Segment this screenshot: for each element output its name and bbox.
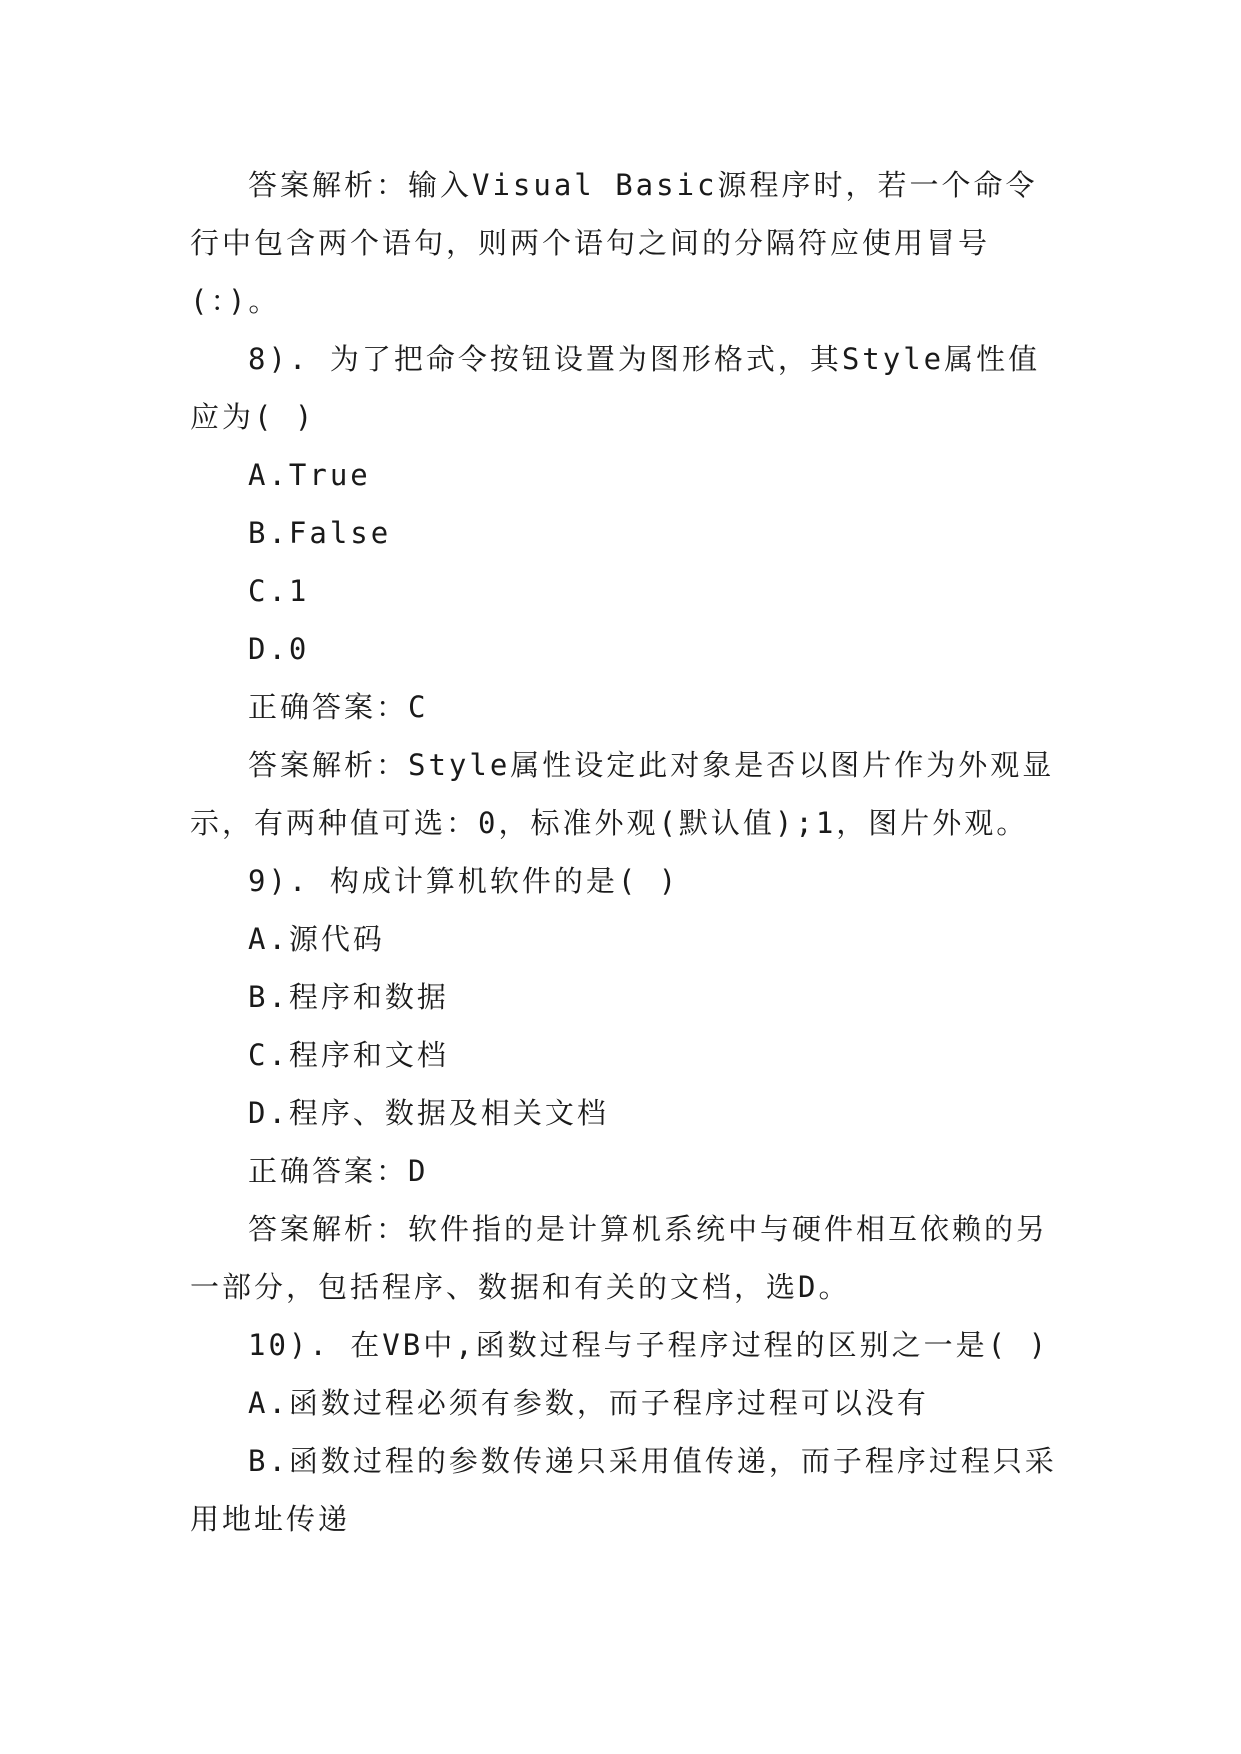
answer-explanation-q8: 答案解析：Style属性设定此对象是否以图片作为外观显示，有两种值可选：0，标准外观(默认值);1，图片外观。 [190,748,1055,840]
question-9-option-b: B.程序和数据 [248,980,449,1014]
answer-explanation-q7: 答案解析：输入Visual Basic源程序时，若一个命令行中包含两个语句，则两个语句之间的分隔符应使用冒号(：)。 [190,168,1038,318]
question-8-option-d: D.0 [248,632,310,666]
question-9-option-d: D.程序、数据及相关文档 [248,1096,609,1130]
question-8: 8). 为了把命令按钮设置为图形格式，其Style属性值应为( ) [190,342,1041,434]
question-9-correct-answer: 正确答案：D [248,1154,429,1188]
answer-explanation-q9: 答案解析：软件指的是计算机系统中与硬件相互依赖的另一部分，包括程序、数据和有关的文档，选D。 [190,1212,1049,1304]
question-10-option-b: B.函数过程的参数传递只采用值传递，而子程序过程只采用地址传递 [190,1444,1057,1536]
question-8-option-b: B.False [248,516,392,550]
question-10: 10). 在VB中,函数过程与子程序过程的区别之一是( ) [248,1328,1050,1362]
question-8-option-c: C.1 [248,574,310,608]
document-body [190,156,1060,1548]
question-9-option-a: A.源代码 [248,922,385,956]
question-10-option-a: A.函数过程必须有参数，而子程序过程可以没有 [248,1386,929,1420]
question-9: 9). 构成计算机软件的是( ) [248,864,680,898]
question-8-correct-answer: 正确答案：C [248,690,429,724]
question-9-option-c: C.程序和文档 [248,1038,449,1072]
question-8-option-a: A.True [248,458,371,492]
